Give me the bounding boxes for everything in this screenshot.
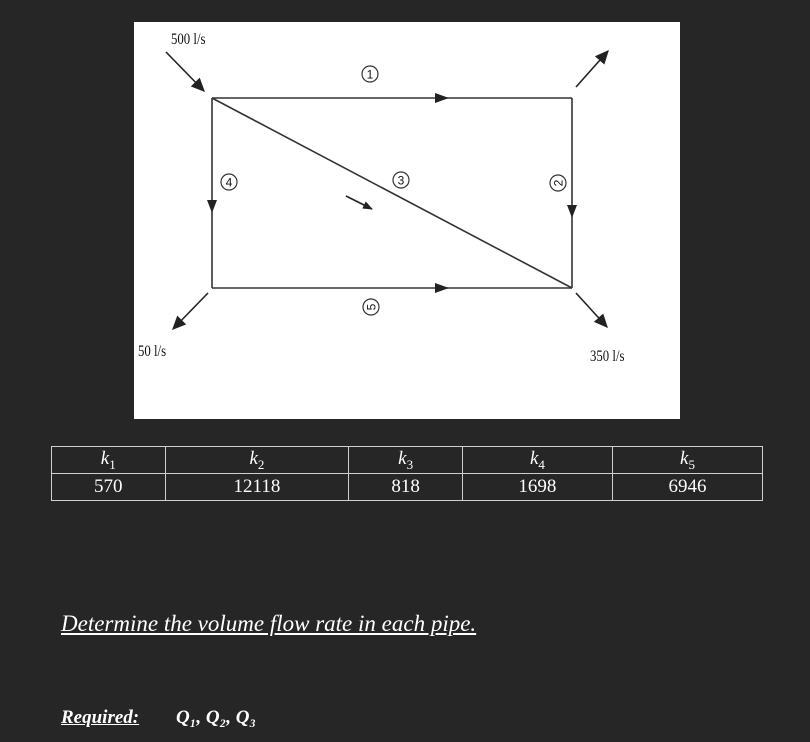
resistance-coefficient-table	[51, 446, 763, 501]
pipe-5-marker	[363, 299, 379, 315]
pipe-3-line	[212, 98, 572, 288]
pipe-1-marker	[362, 66, 378, 82]
outflow-top-right-arrow	[576, 51, 608, 87]
outflow-left-label: 50 l/s	[138, 343, 167, 360]
pipe-4-marker	[221, 174, 237, 190]
required-label: Required:	[61, 707, 140, 728]
k3-header: $k_3$	[349, 447, 463, 474]
k1-header: $k_1$	[52, 447, 166, 474]
outflow-left-arrow	[173, 293, 208, 329]
table-header-row	[52, 447, 763, 474]
k2-header: $k_2$	[165, 447, 349, 474]
pipe-5-direction-arrow	[435, 283, 449, 293]
pipe-3-number: 3	[397, 173, 405, 188]
pipe-2-number: 2	[551, 179, 566, 187]
k2-value: 12118	[165, 474, 349, 501]
pipe-4-direction-arrow	[207, 200, 217, 213]
inflow-arrow	[166, 52, 204, 91]
k5-header: $k_5$	[612, 447, 762, 474]
pipe-4-number: 4	[225, 175, 233, 190]
inflow-label: 500 l/s	[171, 31, 206, 48]
k3-value: 818	[349, 474, 463, 501]
k5-value: 6946	[612, 474, 762, 501]
k1-value: 570	[52, 474, 166, 501]
pipe-5-number: 5	[364, 303, 379, 311]
problem-statement: Determine the volume flow rate in each pipe.	[61, 611, 477, 636]
k4-header: $k_4$	[462, 447, 612, 474]
pipe-2-marker	[550, 175, 566, 191]
pipe-network-diagram	[134, 22, 680, 419]
pipe-1-number: 1	[366, 67, 374, 82]
outflow-right-arrow	[576, 293, 607, 327]
k4-value: 1698	[462, 474, 612, 501]
pipe-3-direction-arrow	[346, 196, 372, 209]
outflow-right-label: 350 l/s	[590, 348, 625, 365]
table-value-row	[52, 474, 763, 501]
pipe-3-marker	[393, 172, 409, 188]
required-variables: Q₁, Q₂, Q₃	[176, 707, 257, 728]
pipe-1-direction-arrow	[435, 93, 449, 103]
pipe-2-direction-arrow	[567, 205, 577, 218]
